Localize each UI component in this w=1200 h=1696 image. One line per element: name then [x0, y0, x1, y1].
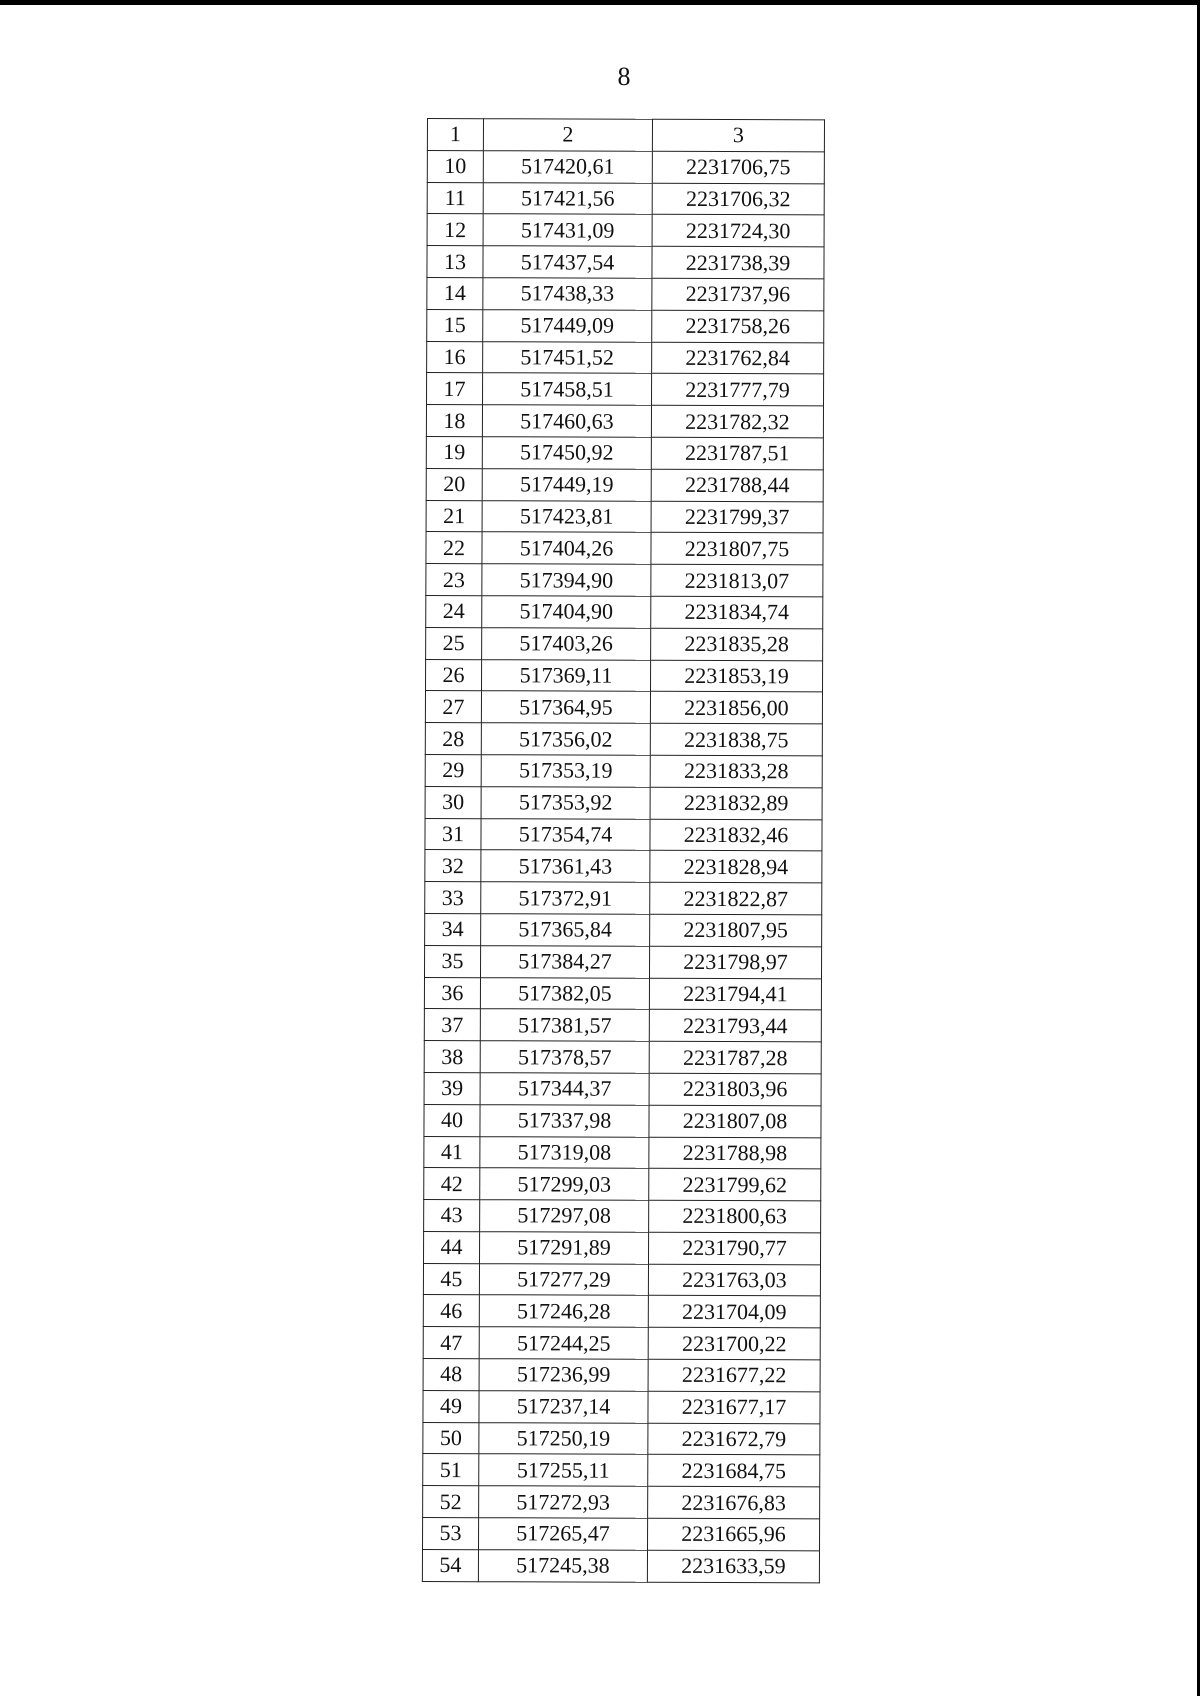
cell-point-number: 23 [426, 564, 482, 596]
cell-point-number: 22 [426, 532, 482, 564]
cell-x-coordinate: 517364,95 [481, 691, 650, 723]
table-row [426, 595, 823, 628]
cell-point-number: 51 [423, 1454, 479, 1486]
table-row [423, 1295, 820, 1328]
cell-x-coordinate: 517382,05 [480, 977, 649, 1009]
cell-point-number: 21 [426, 500, 482, 532]
table-row [425, 850, 822, 883]
cell-point-number: 25 [426, 627, 482, 659]
cell-x-coordinate: 517431,09 [483, 214, 652, 246]
page-number: 8 [617, 62, 631, 91]
table-row [426, 564, 823, 597]
cell-x-coordinate: 517404,90 [482, 596, 651, 628]
table-row [422, 1549, 819, 1582]
table-row [424, 1041, 821, 1074]
cell-y-coordinate: 2231838,75 [650, 723, 822, 755]
table-row [424, 1168, 821, 1201]
coordinates-table-container [422, 118, 824, 1583]
table-row [427, 182, 824, 215]
cell-point-number: 19 [426, 436, 482, 468]
cell-x-coordinate: 517458,51 [482, 373, 651, 405]
cell-y-coordinate: 2231790,77 [649, 1232, 821, 1264]
cell-x-coordinate: 517299,03 [480, 1168, 649, 1200]
cell-y-coordinate: 2231856,00 [650, 692, 822, 724]
cell-x-coordinate: 517356,02 [481, 723, 650, 755]
cell-point-number: 52 [423, 1486, 479, 1518]
cell-point-number: 47 [423, 1327, 479, 1359]
cell-y-coordinate: 2231633,59 [647, 1550, 819, 1582]
cell-point-number: 36 [424, 977, 480, 1009]
header-cell-point-number: 1 [427, 119, 483, 151]
cell-y-coordinate: 2231677,17 [648, 1391, 820, 1423]
cell-point-number: 46 [423, 1295, 479, 1327]
cell-point-number: 45 [423, 1263, 479, 1295]
cell-y-coordinate: 2231798,97 [650, 946, 822, 978]
cell-point-number: 14 [427, 277, 483, 309]
cell-x-coordinate: 517291,89 [480, 1232, 649, 1264]
cell-y-coordinate: 2231807,95 [650, 914, 822, 946]
table-row [426, 627, 823, 660]
cell-x-coordinate: 517449,09 [483, 309, 652, 341]
table-row [423, 1390, 820, 1423]
cell-x-coordinate: 517378,57 [480, 1041, 649, 1073]
cell-y-coordinate: 2231803,96 [649, 1073, 821, 1105]
cell-x-coordinate: 517451,52 [483, 341, 652, 373]
table-row [423, 1359, 820, 1392]
cell-point-number: 12 [427, 214, 483, 246]
cell-x-coordinate: 517381,57 [480, 1009, 649, 1041]
cell-point-number: 44 [424, 1231, 480, 1263]
cell-y-coordinate: 2231807,08 [649, 1105, 821, 1137]
cell-x-coordinate: 517369,11 [482, 659, 651, 691]
table-row [425, 723, 822, 756]
cell-x-coordinate: 517450,92 [482, 437, 651, 469]
header-cell-x: 2 [483, 119, 652, 151]
cell-point-number: 50 [423, 1422, 479, 1454]
cell-y-coordinate: 2231788,98 [649, 1137, 821, 1169]
table-row [424, 1200, 821, 1233]
cell-y-coordinate: 2231828,94 [650, 851, 822, 883]
cell-point-number: 48 [423, 1359, 479, 1391]
cell-point-number: 27 [425, 691, 481, 723]
table-row [424, 1009, 821, 1042]
cell-y-coordinate: 2231799,62 [649, 1169, 821, 1201]
cell-x-coordinate: 517438,33 [483, 278, 652, 310]
cell-point-number: 39 [424, 1072, 480, 1104]
cell-point-number: 54 [422, 1549, 478, 1581]
cell-point-number: 31 [425, 818, 481, 850]
cell-y-coordinate: 2231788,44 [651, 469, 823, 501]
cell-point-number: 28 [425, 723, 481, 755]
cell-x-coordinate: 517354,74 [481, 818, 650, 850]
cell-x-coordinate: 517246,28 [479, 1295, 648, 1327]
cell-y-coordinate: 2231807,75 [651, 533, 823, 565]
cell-y-coordinate: 2231704,09 [648, 1296, 820, 1328]
table-row [424, 1136, 821, 1169]
cell-y-coordinate: 2231738,39 [652, 246, 824, 278]
table-row [424, 1104, 821, 1137]
table-row [425, 882, 822, 915]
cell-point-number: 40 [424, 1104, 480, 1136]
table-row [424, 1072, 821, 1105]
table-row [425, 786, 822, 819]
cell-x-coordinate: 517353,92 [481, 786, 650, 818]
cell-point-number: 29 [425, 754, 481, 786]
table-row [425, 691, 822, 724]
table-row [426, 405, 823, 438]
table-row [424, 977, 821, 1010]
cell-point-number: 11 [427, 182, 483, 214]
cell-y-coordinate: 2231763,03 [648, 1264, 820, 1296]
cell-y-coordinate: 2231822,87 [650, 882, 822, 914]
cell-x-coordinate: 517423,81 [482, 500, 651, 532]
cell-point-number: 49 [423, 1390, 479, 1422]
table-body [422, 119, 824, 1583]
table-row [423, 1422, 820, 1455]
cell-x-coordinate: 517394,90 [482, 564, 651, 596]
cell-x-coordinate: 517265,47 [479, 1518, 648, 1550]
table-row [426, 468, 823, 501]
cell-y-coordinate: 2231853,19 [650, 660, 822, 692]
cell-x-coordinate: 517404,26 [482, 532, 651, 564]
coordinates-table [422, 118, 825, 1583]
cell-point-number: 35 [425, 945, 481, 977]
cell-x-coordinate: 517437,54 [483, 246, 652, 278]
cell-x-coordinate: 517449,19 [482, 468, 651, 500]
cell-point-number: 42 [424, 1168, 480, 1200]
table-row [423, 1327, 820, 1360]
cell-x-coordinate: 517421,56 [483, 182, 652, 214]
cell-y-coordinate: 2231700,22 [648, 1328, 820, 1360]
cell-point-number: 37 [424, 1009, 480, 1041]
cell-y-coordinate: 2231834,74 [651, 596, 823, 628]
cell-y-coordinate: 2231787,51 [651, 437, 823, 469]
table-row [425, 913, 822, 946]
cell-x-coordinate: 517460,63 [482, 405, 651, 437]
table-row [423, 1518, 820, 1551]
cell-point-number: 43 [424, 1200, 480, 1232]
table-row [424, 1231, 821, 1264]
cell-x-coordinate: 517244,25 [479, 1327, 648, 1359]
cell-y-coordinate: 2231833,28 [650, 755, 822, 787]
table-row [426, 500, 823, 533]
cell-point-number: 16 [427, 341, 483, 373]
scan-border-top [0, 0, 1200, 5]
cell-x-coordinate: 517237,14 [479, 1391, 648, 1423]
table-row [427, 150, 824, 183]
cell-y-coordinate: 2231835,28 [651, 628, 823, 660]
cell-y-coordinate: 2231665,96 [648, 1518, 820, 1550]
cell-y-coordinate: 2231800,63 [649, 1200, 821, 1232]
table-row [423, 1263, 820, 1296]
table-row [426, 659, 823, 692]
table-row [427, 214, 824, 247]
cell-point-number: 30 [425, 786, 481, 818]
cell-y-coordinate: 2231793,44 [649, 1010, 821, 1042]
cell-y-coordinate: 2231758,26 [652, 310, 824, 342]
cell-point-number: 20 [426, 468, 482, 500]
table-row [423, 1454, 820, 1487]
cell-x-coordinate: 517337,98 [480, 1104, 649, 1136]
table-row [427, 246, 824, 279]
cell-y-coordinate: 2231677,22 [648, 1359, 820, 1391]
cell-x-coordinate: 517384,27 [481, 945, 650, 977]
cell-y-coordinate: 2231762,84 [652, 342, 824, 374]
cell-y-coordinate: 2231794,41 [649, 978, 821, 1010]
table-row [423, 1486, 820, 1519]
cell-point-number: 15 [427, 309, 483, 341]
cell-y-coordinate: 2231676,83 [648, 1487, 820, 1519]
cell-y-coordinate: 2231782,32 [651, 405, 823, 437]
cell-y-coordinate: 2231799,37 [651, 501, 823, 533]
cell-x-coordinate: 517372,91 [481, 882, 650, 914]
cell-x-coordinate: 517255,11 [479, 1454, 648, 1486]
cell-y-coordinate: 2231672,79 [648, 1423, 820, 1455]
cell-point-number: 53 [423, 1518, 479, 1550]
table-header-row [427, 119, 824, 152]
cell-x-coordinate: 517277,29 [479, 1263, 648, 1295]
table-row [426, 532, 823, 565]
table-row [425, 945, 822, 978]
table-row [426, 436, 823, 469]
cell-x-coordinate: 517297,08 [480, 1200, 649, 1232]
cell-point-number: 33 [425, 882, 481, 914]
cell-point-number: 38 [424, 1041, 480, 1073]
cell-y-coordinate: 2231787,28 [649, 1041, 821, 1073]
cell-y-coordinate: 2231724,30 [652, 215, 824, 247]
cell-point-number: 10 [427, 150, 483, 182]
cell-y-coordinate: 2231737,96 [652, 278, 824, 310]
cell-x-coordinate: 517403,26 [482, 627, 651, 659]
cell-point-number: 13 [427, 246, 483, 278]
cell-x-coordinate: 517361,43 [481, 850, 650, 882]
cell-y-coordinate: 2231684,75 [648, 1455, 820, 1487]
cell-point-number: 17 [426, 373, 482, 405]
cell-x-coordinate: 517344,37 [480, 1073, 649, 1105]
cell-y-coordinate: 2231832,89 [650, 787, 822, 819]
table-row [427, 277, 824, 310]
cell-y-coordinate: 2231706,75 [652, 151, 824, 183]
cell-x-coordinate: 517353,19 [481, 755, 650, 787]
cell-x-coordinate: 517365,84 [481, 914, 650, 946]
cell-x-coordinate: 517272,93 [479, 1486, 648, 1518]
cell-x-coordinate: 517319,08 [480, 1136, 649, 1168]
cell-y-coordinate: 2231813,07 [651, 564, 823, 596]
cell-point-number: 32 [425, 850, 481, 882]
table-row [427, 309, 824, 342]
cell-point-number: 34 [425, 913, 481, 945]
header-cell-y: 3 [652, 119, 824, 151]
table-row [426, 373, 823, 406]
cell-x-coordinate: 517245,38 [478, 1550, 647, 1582]
cell-y-coordinate: 2231832,46 [650, 819, 822, 851]
cell-point-number: 24 [426, 595, 482, 627]
cell-point-number: 41 [424, 1136, 480, 1168]
cell-y-coordinate: 2231777,79 [651, 374, 823, 406]
table-row [425, 818, 822, 851]
cell-x-coordinate: 517236,99 [479, 1359, 648, 1391]
cell-x-coordinate: 517420,61 [483, 150, 652, 182]
cell-point-number: 26 [426, 659, 482, 691]
cell-point-number: 18 [426, 405, 482, 437]
table-row [427, 341, 824, 374]
cell-y-coordinate: 2231706,32 [652, 183, 824, 215]
table-row [425, 754, 822, 787]
cell-x-coordinate: 517250,19 [479, 1422, 648, 1454]
